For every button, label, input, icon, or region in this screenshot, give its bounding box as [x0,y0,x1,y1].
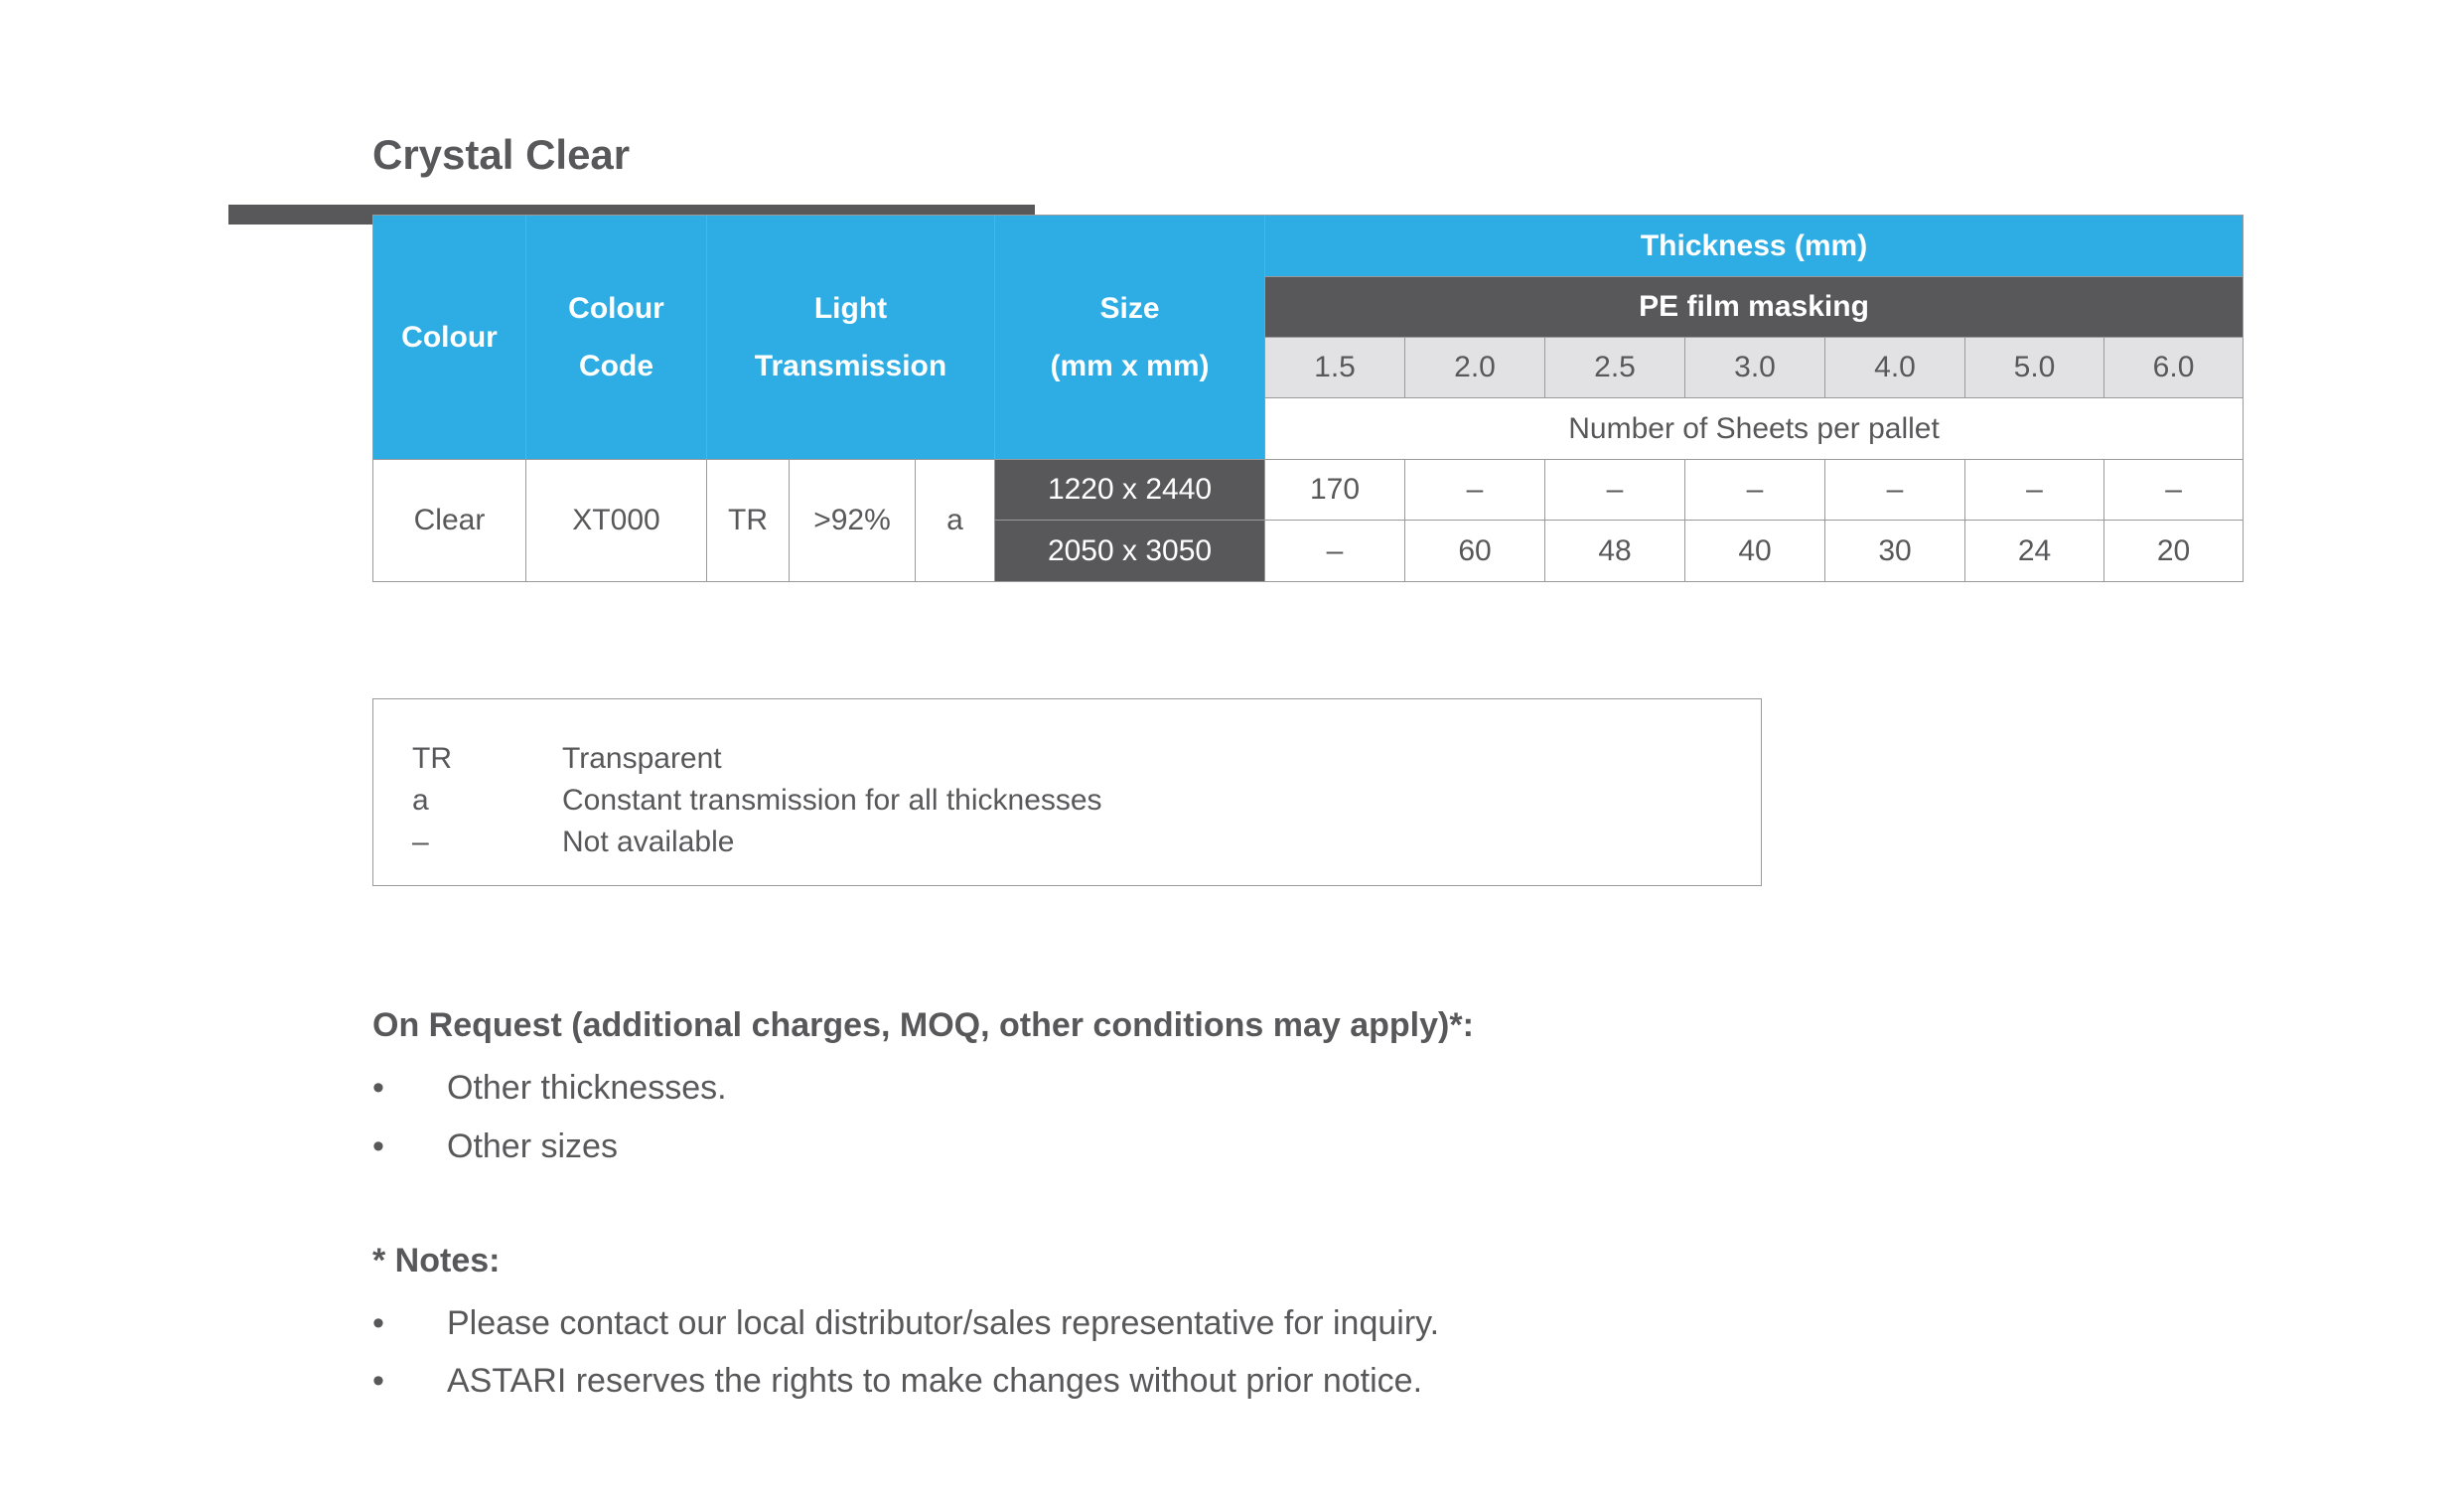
header-pe-film-masking: PE film masking [1265,277,2244,338]
header-light-line1: Light [813,291,888,325]
cell-sheets: – [1545,460,1685,521]
thickness-cell: 6.0 [2104,338,2244,398]
cell-sheets: 40 [1685,521,1825,582]
header-size-line2: (mm x mm) [1050,349,1210,382]
cell-sheets: – [1825,460,1965,521]
thickness-cell: 4.0 [1825,338,1965,398]
page-title: Crystal Clear [372,131,631,178]
bullet-icon: • [372,1362,384,1400]
thickness-cell: 1.5 [1265,338,1405,398]
sheets-per-pallet-label: Number of Sheets per pallet [1265,398,2244,460]
thickness-cell: 2.5 [1545,338,1685,398]
bullet-icon: • [372,1069,384,1107]
spec-table [372,215,2244,582]
cell-sheets: – [1405,460,1545,521]
list-item-text: ASTARI reserves the rights to make changes without prior notice. [447,1362,1423,1400]
cell-sheets: 170 [1265,460,1405,521]
list-item [372,1064,727,1112]
cell-transmission: >92% [790,460,916,582]
list-item [372,1299,1439,1347]
cell-sheets: 20 [2104,521,2244,582]
cell-sheets: – [1265,521,1405,582]
cell-flag: a [916,460,995,582]
thickness-cell: 5.0 [1965,338,2104,398]
legend-text: Not available [562,826,735,858]
on-request-heading: On Request (additional charges, MOQ, other conditions may apply)*: [372,1006,1474,1044]
cell-size: 2050 x 3050 [995,521,1265,582]
header-light-transmission [707,216,995,460]
cell-sheets: 48 [1545,521,1685,582]
legend-key: a [412,784,429,817]
legend-text: Constant transmission for all thicknesses [562,784,1102,817]
notes-heading: * Notes: [372,1242,501,1279]
list-item-text: Other thicknesses. [447,1069,727,1107]
list-item [372,1123,618,1170]
cell-colour-code: XT000 [526,460,707,582]
cell-sheets: 60 [1405,521,1545,582]
header-light-line2: Transmission [754,349,947,382]
thickness-cell: 3.0 [1685,338,1825,398]
bullet-icon: • [372,1304,384,1342]
legend-key: TR [412,742,452,775]
header-colour: Colour [373,216,526,460]
legend-key: – [412,826,429,858]
cell-sheets: – [1965,460,2104,521]
list-item-text: Other sizes [447,1128,618,1165]
cell-colour: Clear [373,460,526,582]
cell-sheets: 24 [1965,521,2104,582]
cell-sheets: – [2104,460,2244,521]
legend-row [412,780,1102,822]
header-colour-code-line2: Code [579,349,653,382]
cell-sheets: – [1685,460,1825,521]
cell-type: TR [707,460,790,582]
legend-text: Transparent [562,742,722,775]
cell-sheets: 30 [1825,521,1965,582]
list-item [372,1357,1422,1405]
header-colour-code [526,216,707,460]
header-thickness: Thickness (mm) [1265,216,2244,277]
thickness-cell: 2.0 [1405,338,1545,398]
bullet-icon: • [372,1128,384,1165]
header-colour-code-line1: Colour [568,291,664,325]
header-size [995,216,1265,460]
legend-box [372,698,1762,886]
header-size-line1: Size [1099,291,1160,325]
list-item-text: Please contact our local distributor/sales representative for inquiry. [447,1304,1440,1342]
legend-row [412,738,722,780]
cell-size: 1220 x 2440 [995,460,1265,521]
legend-row [412,822,734,863]
